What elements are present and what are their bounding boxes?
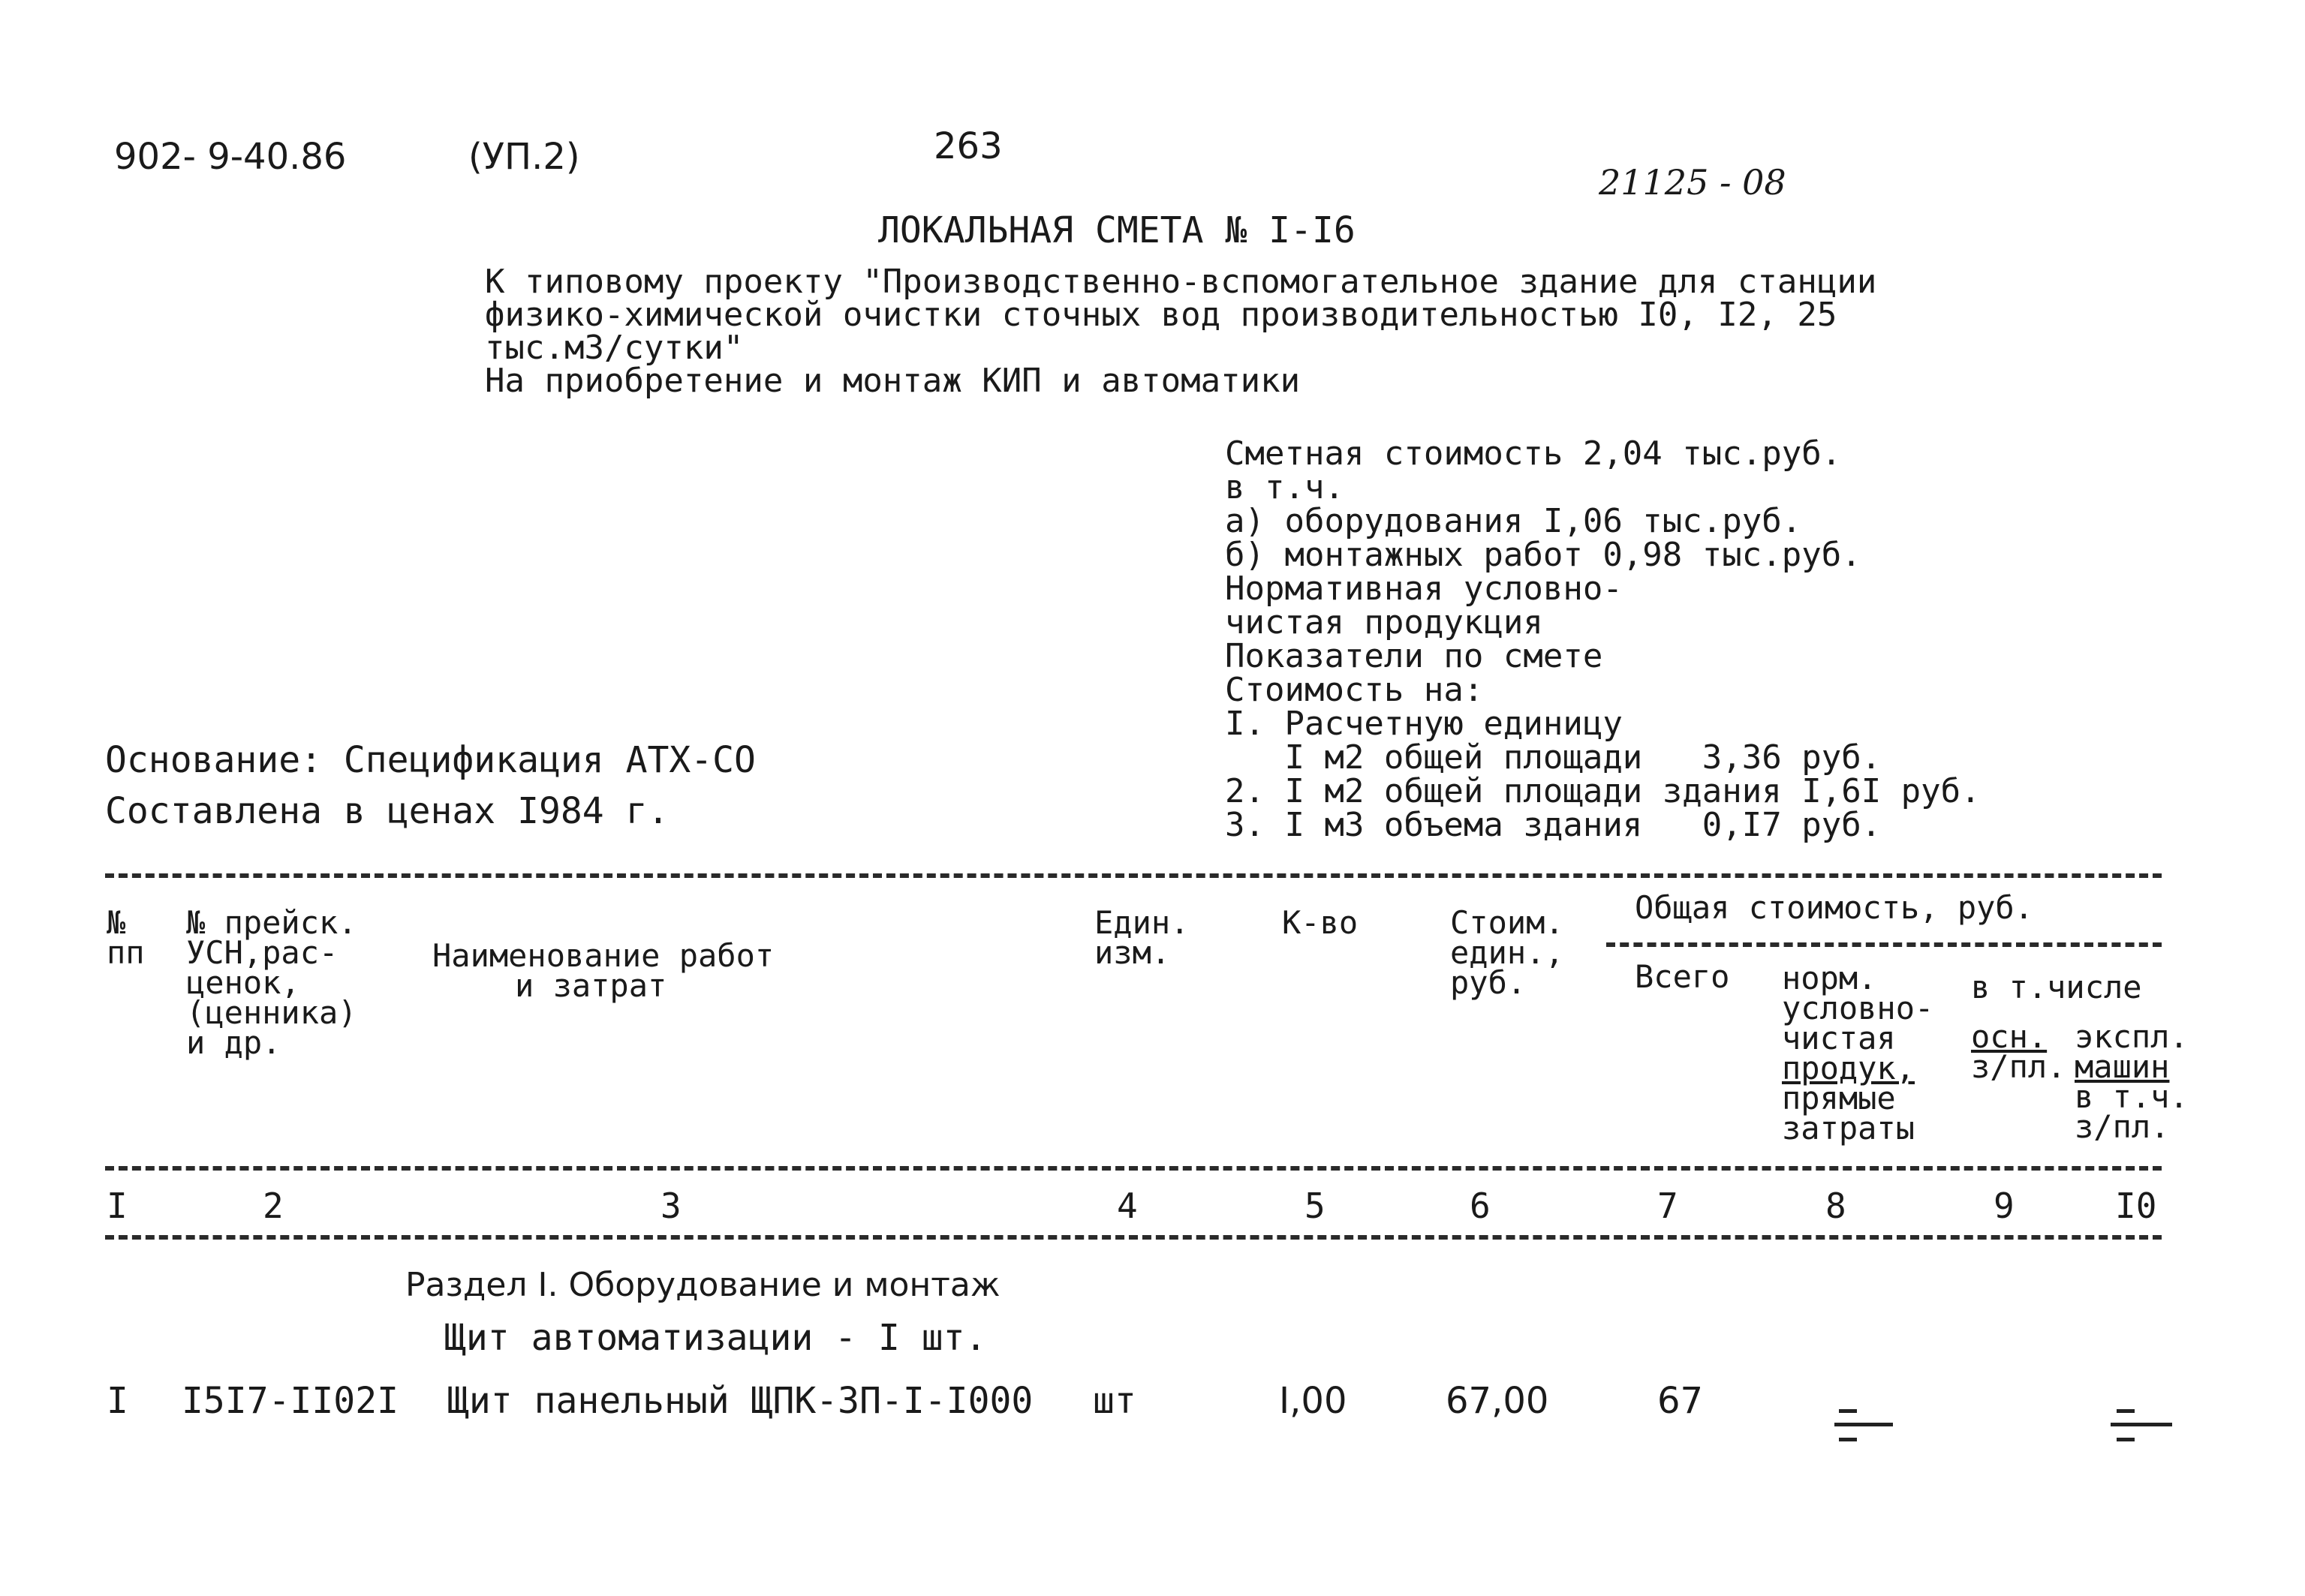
row-unit: шт — [1093, 1380, 1136, 1422]
handwritten-code: 21125 - 08 — [1599, 162, 1786, 203]
table-row — [0, 1380, 2305, 1429]
row-number: I — [107, 1380, 128, 1422]
row-price-ref: I5I7-II02I — [182, 1380, 399, 1422]
prices-line: Составлена в ценах I984 г. — [105, 790, 670, 832]
description-line: К типовому проекту "Производственно-вспомогательное здание для станции — [485, 263, 1877, 301]
header-col-7: Всего — [1635, 958, 1730, 995]
header-col-10: экспл. машин в т.ч. з/пл. — [2075, 1018, 2189, 1145]
column-number-rule — [105, 1235, 2162, 1240]
column-number: 4 — [1117, 1186, 1138, 1226]
section-title: Раздел I. Оборудование и монтаж — [405, 1266, 1001, 1304]
header-col-1: № пп — [107, 904, 145, 971]
project-description — [485, 263, 1877, 400]
row-quantity: I,00 — [1279, 1380, 1347, 1422]
column-number: 3 — [661, 1186, 682, 1226]
summary-line: чистая продукция — [1225, 603, 1543, 642]
summary-line: 2. I м2 общей площади здания I,6I руб. — [1225, 772, 1981, 810]
column-number: 9 — [1994, 1186, 2015, 1226]
header-col-2: № прейск. УСН,рас- ценок, (ценника) и др. — [186, 904, 357, 1061]
cost-summary — [1225, 434, 1981, 844]
table-top-rule — [105, 873, 2162, 878]
summary-line: I. Расчетную единицу — [1225, 705, 1623, 743]
description-line: На приобретение и монтаж КИП и автоматики — [485, 362, 1301, 400]
column-number: 6 — [1470, 1186, 1491, 1226]
page-title: ЛОКАЛЬНАЯ СМЕТА № I-I6 — [878, 209, 1356, 251]
doc-code: 902- 9-40.86 — [114, 136, 347, 178]
description-line: физико-химической очистки сточных вод производительностью I0, I2, 25 — [485, 296, 1837, 334]
column-number: 5 — [1304, 1186, 1326, 1226]
row-total: 67 — [1657, 1380, 1704, 1422]
summary-line: I м2 общей площади 3,36 руб. — [1225, 738, 1882, 777]
header-col-9: осн. з/пл. — [1971, 1018, 2066, 1085]
basis-line: Основание: Спецификация АТХ-СО — [105, 739, 756, 781]
summary-line: Стоимость на: — [1225, 671, 1484, 709]
summary-line: Сметная стоимость 2,04 тыс.руб. — [1225, 434, 1842, 473]
header-incl-group: в т.числе — [1971, 969, 2142, 1005]
column-number: 2 — [263, 1186, 284, 1226]
header-col-5: К-во — [1282, 904, 1359, 941]
header-bottom-rule — [105, 1166, 2162, 1171]
summary-line: Показатели по смете — [1225, 637, 1603, 675]
header-col-3: Наименование работ и затрат — [432, 937, 775, 1004]
summary-line: в т.ч. — [1225, 468, 1344, 506]
subsection-title: Щит автоматизации - I шт. — [444, 1317, 987, 1359]
summary-line: б) монтажных работ 0,98 тыс.руб. — [1225, 536, 1861, 574]
column-number: 7 — [1657, 1186, 1678, 1226]
group-rule — [1606, 942, 2162, 947]
page-number: 263 — [934, 125, 1003, 167]
header-total-group: Общая стоимость, руб. — [1635, 889, 2034, 926]
description-line: тыс.м3/сутки" — [485, 329, 744, 367]
header-col-8: норм. условно- чистая продук, прямые затраты — [1782, 960, 1934, 1147]
column-number: I — [107, 1186, 128, 1226]
row-unit-cost: 67,00 — [1446, 1380, 1549, 1422]
summary-line: Нормативная условно- — [1225, 570, 1623, 608]
column-number: I0 — [2115, 1186, 2157, 1226]
row-name: Щит панельный ЩПК-ЗП-I-I000 — [447, 1380, 1034, 1422]
album-number: (УП.2) — [468, 136, 580, 178]
column-number: 8 — [1825, 1186, 1846, 1226]
summary-line: 3. I м3 объема здания 0,I7 руб. — [1225, 806, 1882, 844]
header-col-4: Един. изм. — [1094, 904, 1190, 971]
header-col-6: Стоим. един., руб. — [1450, 904, 1564, 1001]
summary-line: а) оборудования I,06 тыс.руб. — [1225, 502, 1802, 540]
